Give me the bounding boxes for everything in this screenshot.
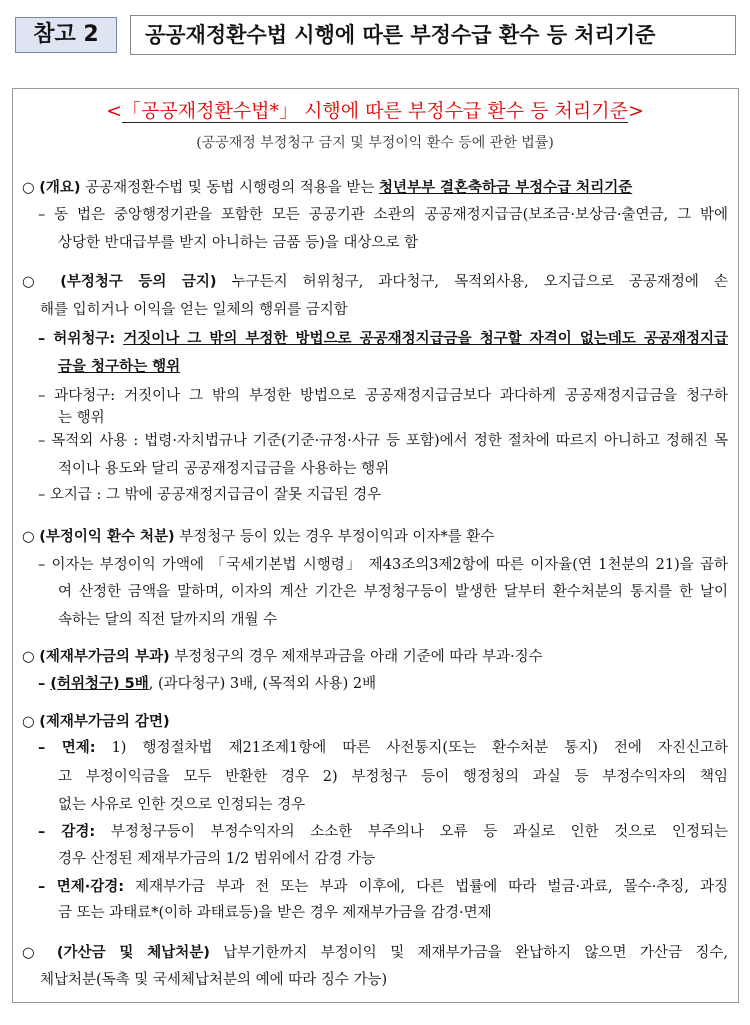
body-text: 납부기한까지 부정이익 및 제재부가금을 완납하지 않으면 가산금 징수,	[209, 945, 729, 961]
bold-label: (부정이익 환수 처분)	[39, 529, 175, 545]
body-text: 속하는 달의 직전 달까지의 개월 수	[58, 612, 278, 628]
emphasis-text: 청년부부 결혼축하금 부정수급 처리기준	[378, 180, 633, 196]
body-text: – 목적외 사용 : 법령·자치법규나 기준(기준·규정·사규 등 포함)에서 정한 절차에 따르지 아니하고 정해진 목	[38, 433, 728, 449]
bold-label: (가산금 및 체납처분)	[56, 945, 210, 961]
text-line	[58, 903, 492, 923]
body-text: – 동 법은 중앙행정기관을 포함한 모든 공공기관 소관의 공공재정지급금(보조금·보상금·출연금, 그 밖에	[38, 207, 728, 223]
body-text: 금 또는 과태료*(이하 과태료등)을 받은 경우 제재부가금을 감경·면제	[58, 905, 492, 921]
body-text: ○	[22, 649, 40, 665]
box-subtitle: (공공재정 부정청구 금지 및 부정이익 환수 등에 관한 법률)	[196, 135, 554, 151]
box-title-left: <	[106, 100, 123, 122]
section-heading-line	[22, 272, 728, 292]
body-text: 부정청구의 경우 제재부과금을 아래 기준에 따라 부과·징수	[169, 649, 543, 665]
bold-label: (부정청구 등의 금지)	[60, 274, 217, 290]
body-text: 해를 입히거나 이익을 얻는 일체의 행위를 금지함	[40, 302, 348, 318]
bold-label: (제재부가금의 감면)	[39, 714, 170, 730]
bold-label: – 면제·감경:	[38, 879, 125, 895]
body-text: ○	[22, 945, 57, 961]
text-line	[58, 849, 375, 869]
body-text: 고 부정이익금을 모두 반환한 경우 2) 부정청구 등이 행정청의 과실 등 부정수익자의 책임	[58, 769, 728, 785]
text-line	[38, 822, 728, 842]
text-line	[40, 970, 387, 990]
body-text: 경우 산정된 제재부가금의 1/2 범위에서 감경 가능	[58, 851, 376, 867]
text-line	[58, 795, 305, 815]
text-line	[58, 408, 105, 428]
text-line	[58, 582, 728, 602]
body-text: ○	[22, 714, 40, 730]
page-title: 공공재정환수법 시행에 따른 부정수급 환수 등 처리기준	[130, 15, 736, 55]
body-text: 부정청구등이 부정수익자의 소소한 부주의나 오류 등 과실로 인한 것으로 인정되는	[95, 824, 728, 840]
body-text: – 이자는 부정이익 가액에 「국세기본법 시행령」 제43조의3제2항에 따른 이자율(연 1천분의 21)을 곱하	[38, 557, 728, 573]
text-line	[58, 233, 418, 253]
text-line	[38, 485, 381, 505]
body-text: ○	[22, 274, 61, 290]
body-text: 상당한 반대급부를 받지 아니하는 금품 등)을 대상으로 함	[58, 235, 419, 251]
bold-label: – 면제:	[38, 740, 96, 756]
box-title-main: 「공공재정환수법*」 시행에 따른 부정수급 환수 등 처리기준	[122, 100, 628, 122]
body-text: – 과다청구: 거짓이나 그 밖의 부정한 방법으로 공공재정지급금보다 과다하게 공공재정지급금을 청구하	[38, 388, 728, 404]
text-line	[38, 877, 728, 897]
text-line	[58, 767, 728, 787]
text-line	[38, 329, 728, 349]
text-line	[58, 357, 180, 377]
emphasis-text: 거짓이나 그 밖의 부정한 방법으로 공공재정지급금을 청구할 자격이 없는데도 공공재정지급	[123, 331, 728, 347]
body-text: 는 행위	[58, 410, 105, 426]
section-heading-line	[22, 527, 494, 547]
body-text: 누구든지 허위청구, 과다청구, 목적외사용, 오지급으로 공공재정에 손	[216, 274, 729, 290]
body-text: , (과다청구) 3배, (목적외 사용) 2배	[148, 676, 377, 692]
body-text: 없는 사유로 인한 것으로 인정되는 경우	[58, 797, 306, 813]
text-line	[38, 555, 728, 575]
bold-label: – 감경:	[38, 824, 96, 840]
bold-label: (개요)	[39, 180, 81, 196]
body-text: 체납처분(독촉 및 국세체납처분의 예에 따라 징수 가능)	[40, 972, 388, 988]
section-heading-line	[22, 178, 632, 198]
body-text: – 오지급 : 그 밖에 공공재정지급금이 잘못 지급된 경우	[38, 487, 382, 503]
body-text: ○	[22, 180, 40, 196]
emphasis-text: (허위청구) 5배	[50, 676, 149, 692]
text-line	[38, 674, 376, 694]
bold-label: (제재부가금의 부과)	[39, 649, 170, 665]
section-heading-line	[22, 943, 728, 963]
section-heading-line	[22, 647, 543, 667]
body-text: 부정청구 등이 있는 경우 부정이익과 이자*를 환수	[174, 529, 495, 545]
section-heading-line	[22, 712, 170, 732]
body-text: 적이나 용도와 달리 공공재정지급금을 사용하는 행위	[58, 461, 390, 477]
text-line	[40, 300, 348, 320]
bold-label: –	[38, 676, 51, 692]
emphasis-text: 금을 청구하는 행위	[58, 359, 181, 375]
text-line	[58, 459, 389, 479]
text-line	[38, 431, 728, 451]
text-line	[38, 205, 728, 225]
box-title	[0, 99, 750, 123]
text-line	[38, 738, 728, 758]
body-text: 1) 행정절차법 제21조제1항에 따른 사전통지(또는 환수처분 통지) 전에 자진신고하	[95, 740, 728, 756]
bold-label: – 허위청구:	[38, 331, 124, 347]
reference-tag: 참고 2	[15, 17, 117, 53]
body-text: 공공재정환수법 및 동법 시행령의 적용을 받는	[80, 180, 379, 196]
text-line	[58, 610, 277, 630]
text-line	[38, 386, 728, 406]
body-text: 제재부가금 부과 전 또는 부과 이후에, 다른 법률에 따라 벌금·과료, 몰수·추징, 과징	[124, 879, 728, 895]
body-text: ○	[22, 529, 40, 545]
body-text: 여 산정한 금액을 말하며, 이자의 계산 기간은 부정청구등이 발생한 달부터 환수처분의 통지를 한 날이	[58, 584, 728, 600]
box-title-right: >	[627, 100, 644, 122]
